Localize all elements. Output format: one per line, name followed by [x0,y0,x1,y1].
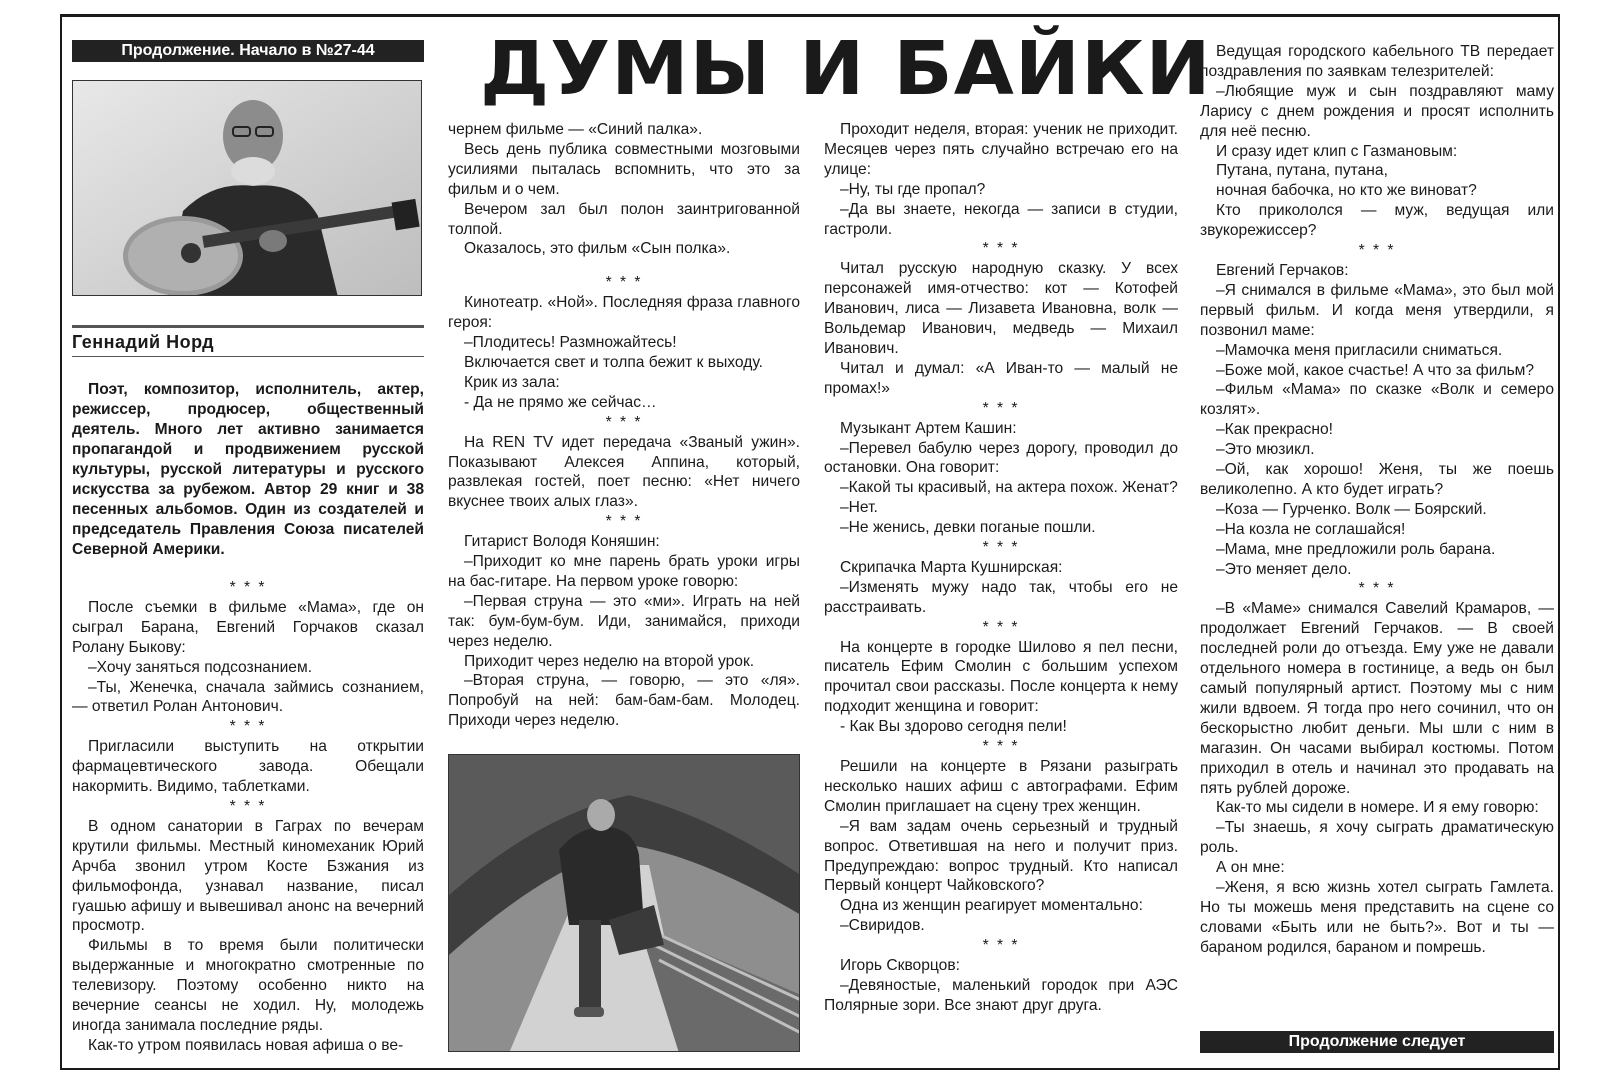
paragraph: –Любящие муж и сын поздравляют маму Ларису с днем рождения и просят исполнить для неё песню. [1200,82,1554,140]
paragraph: Весь день публика совместными мозговыми усилиями пыталась вспомнить, что это за фильм и о чем. [448,140,800,198]
paragraph: Как-то мы сидели в номере. И я ему говорю: [1216,799,1539,817]
paragraph: Одна из женщин реагирует моментально: [840,897,1143,915]
paragraph: –Плодитесь! Размножайтесь! [464,334,677,352]
paragraph: –Мамочка меня пригласили сниматься. [1216,341,1503,359]
paragraph: Скрипачка Марта Кушнирская: [840,558,1063,576]
paragraph: Как-то утром появилась новая афиша о ве- [88,1036,404,1054]
section-separator: * * * [982,937,1020,955]
continuation-label: Продолжение. Начало в №27-44 [72,40,424,62]
paragraph: –Боже мой, какое счастье! А что за фильм? [1216,361,1535,379]
paragraph: –Ой, как хорошо! Женя, ты же поешь великолепно. А кто будет играть? [1200,461,1554,498]
paragraph: –Приходит ко мне парень брать уроки игры на бас-гитаре. На первом уроке говорю: [448,553,800,590]
paragraph: После съемки в фильме «Мама», где он сыграл Барана, Евгений Горчаков сказал Ролану Быкову: [72,598,424,656]
paragraph: Путана, путана, путана, [1216,162,1388,180]
paragraph: В одном санатории в Гаграх по вечерам крутили фильмы. Местный киномеханик Юрий Арчба звонил утром Косте Бзжания из фильмофонда, узнавал название, писал гуашью афишу и вывешивал анонс на вечерний просмотр. [72,817,424,935]
paragraph: Фильмы в то время были политически выдержанные и многократно смотренные по телевизору. Поэтому особенно никто на вечерние сеансы не ходил. Ну, молодежь иногда занимала последние ряды. [72,937,424,1034]
section-separator: * * * [605,413,643,431]
paragraph: –Да вы знаете, некогда — записи в студии, гастроли. [824,200,1178,238]
paragraph: Музыкант Артем Кашин: [840,419,1017,437]
paragraph: Ведущая городского кабельного ТВ передает поздравления по заявкам телезрителей: [1200,43,1554,80]
paragraph: - Да не прямо же сейчас… [464,393,657,411]
headline: ДУМЫ И БАЙКИ [480,26,1212,112]
paragraph: Решили на концерте в Рязани разыграть несколько наших афиш с автографами. Ефим Смолин приглашает на сцену трех женщин. [824,758,1178,815]
paragraph: –Как прекрасно! [1216,421,1333,439]
paragraph: –Свиридов. [840,917,925,935]
paragraph: –Это мюзикл. [1216,441,1315,459]
section-separator: * * * [229,797,267,815]
article-column-3 [824,120,1178,1016]
author-bio-text: Поэт, композитор, исполнитель, актер, режиссер, продюсер, общественный деятель. Много лет активно занимается пропагандой и продвижением русской культуры, русской литературы и русского искусства за рубежом. Автор 29 книг и 38 песенных альбомов. Один из создателей и председатель Правления Союза писателей Северной Америки. [72,381,424,558]
paragraph: Кто прикололся — муж, ведущая или звукорежиссер? [1200,202,1554,240]
paragraph: –Нет. [840,499,878,517]
section-separator: * * * [229,579,267,596]
paragraph: –Ты, Женечка, сначала займись сознанием, — ответил Ролан Антонович. [72,678,424,716]
author-name: Геннадий Норд [72,325,424,357]
section-separator: * * * [982,399,1020,417]
section-separator: * * * [982,539,1020,557]
paragraph: –Какой ты красивый, на актера похож. Женат? [840,479,1178,497]
paragraph: Крик из зала: [464,373,560,391]
section-separator: * * * [605,274,643,292]
article-column-1 [72,578,424,1056]
author-photo-guitar [72,80,422,296]
paragraph: Гитарист Володя Коняшин: [464,533,660,551]
paragraph: - Как Вы здорово сегодня пели! [840,718,1067,736]
paragraph: Включается свет и толпа бежит к выходу. [464,353,763,371]
section-separator: * * * [1358,580,1396,598]
author-bio [72,380,424,560]
section-separator: * * * [982,240,1020,258]
paragraph: –Фильм «Мама» по сказке «Волк и семеро козлят». [1200,381,1554,419]
paragraph: Вечером зал был полон заинтригованной толпой. [448,200,800,238]
paragraph: И сразу идет клип с Газмановым: [1216,142,1458,160]
paragraph: –Хочу заняться подсознанием. [88,658,313,676]
paragraph: чернем фильме — «Синий палка». [448,121,703,138]
paragraph: Игорь Скворцов: [840,957,960,975]
photo-man-on-bench [448,754,800,1052]
paragraph: Приходит через неделю на второй урок. [464,652,755,670]
paragraph: –Девяностые, маленький городок при АЭС Полярные зори. Все знают друг друга. [824,976,1178,1014]
paragraph: На концерте в городке Шилово я пел песни, писатель Ефим Смолин с большим успехом прочитал свои рассказы. После концерта к нему подходит женщина и говорит: [824,638,1178,716]
paragraph: Пригласили выступить на открытии фармацевтического завода. Обещали накормить. Видимо, таблетками. [72,738,424,796]
paragraph: –В «Маме» снимался Савелий Крамаров, — продолжает Евгений Герчаков. — В своей последней роли до отъезда. Ему уже не давали отдельного номера в гостинице, а ведь он был самый популярный артист. Поэтому мы с ним жили вдвоем. Я тогда про него сочинил, что он бескорыстно любит деньги. Мы шли с ним в магазин. Он часами выбирал костюмы. Потом приходил в отель и начинал это продавать на пять рублей дороже. [1200,600,1554,797]
paragraph: –Я вам задам очень серьезный и трудный вопрос. Ответившая на него и получит приз. Предупреждаю: вопрос трудный. Кто написал Первый концерт Чайковского? [824,817,1178,895]
paragraph: –Изменять мужу надо так, чтобы его не расстраивать. [824,578,1178,616]
section-separator: * * * [1358,242,1396,260]
paragraph: ночная бабочка, но кто же виноват? [1216,182,1477,200]
section-separator: * * * [229,718,267,736]
paragraph: –Не женись, девки поганые пошли. [840,519,1096,537]
paragraph: А он мне: [1216,859,1285,877]
paragraph: Проходит неделя, вторая: ученик не приходит. Месяцев через пять случайно встречаю его на улице: [824,121,1178,178]
paragraph: –Первая струна — это «ми». Играть на ней так: бум-бум-бум. Иди, занимайся, приходи через неделю. [448,592,800,650]
paragraph: –Перевел бабулю через дорогу, проводил до остановки. Она говорит: [824,439,1178,477]
paragraph: –Я снимался в фильме «Мама», это был мой первый фильм. И когда меня утвердили, я позвонил маме: [1200,281,1554,339]
paragraph: –Это меняет дело. [1216,560,1352,578]
paragraph: Кинотеатр. «Ной». Последняя фраза главного героя: [448,294,800,332]
paragraph: –На козла не соглашайся! [1216,520,1406,538]
paragraph: Оказалось, это фильм «Сын полка». [464,240,731,258]
section-separator: * * * [605,513,643,531]
paragraph: –Коза — Гурченко. Волк — Боярский. [1216,500,1487,518]
paragraph: На REN TV идет передача «Званый ужин». Показывают Алексея Аппина, который, развлекая гостей, поет песню: «Нет ничего вкуснее твоих алых глаз». [448,433,800,511]
paragraph: –Женя, я всю жизнь хотел сыграть Гамлета. Но ты можешь меня представить на сцене со словами «Быть или не быть?». Вот и ты — бараном родился, бараном и помрешь. [1200,879,1554,956]
paragraph: –Мама, мне предложили роль барана. [1216,540,1496,558]
section-separator: * * * [982,738,1020,756]
article-column-2 [448,120,800,731]
paragraph: Читал и думал: «А Иван-то — малый не промах!» [824,359,1178,397]
paragraph: Евгений Герчаков: [1216,261,1349,279]
paragraph: Читал русскую народную сказку. У всех персонажей имя-отчество: кот — Котофей Иванович, лиса — Лизавета Ивановна, волк — Вольдемар Иванович, медведь — Михаил Иванович. [824,260,1178,357]
continuation-next-label: Продолжение следует [1200,1031,1554,1053]
section-separator: * * * [982,618,1020,636]
paragraph: –Ну, ты где пропал? [840,180,986,198]
paragraph: –Ты знаешь, я хочу сыграть драматическую роль. [1200,819,1554,857]
article-column-4 [1200,42,1554,958]
paragraph: –Вторая струна, — говорю, — это «ля». Попробуй на ней: бам-бам-бам. Молодец. Приходи через неделю. [448,672,800,730]
